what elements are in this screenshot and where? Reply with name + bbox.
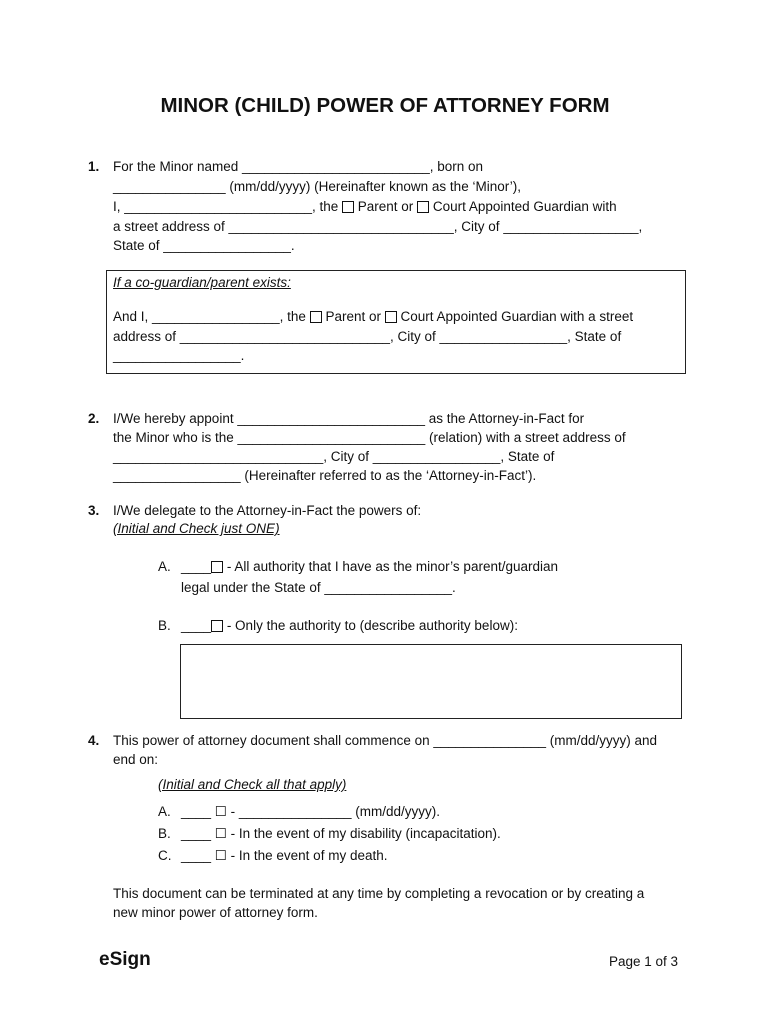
option-b-label: B. — [158, 618, 171, 633]
coguardian-parent-checkbox[interactable] — [310, 311, 322, 323]
termination-note-line2: new minor power of attorney form. — [113, 905, 318, 920]
section1-line2: _______________ (mm/dd/yyyy) (Hereinafter known as the ‘Minor’), — [113, 179, 521, 194]
section1-line3 — [113, 197, 617, 217]
parent-checkbox[interactable] — [342, 201, 354, 213]
coguardian-line1 — [113, 307, 633, 327]
option-a-text: - All authority that I have as the minor’s parent/guardian — [226, 559, 559, 574]
section3-instruction: (Initial and Check just ONE) — [113, 521, 280, 536]
option-b-text: - Only the authority to (describe authority below): — [226, 618, 518, 633]
section1-line5: State of _________________. — [113, 238, 295, 253]
section2-line2: the Minor who is the _________________________ (relation) with a street address of — [113, 430, 626, 445]
section4-instruction: (Initial and Check all that apply) — [158, 777, 347, 792]
parent-label: Parent or — [357, 199, 414, 214]
coguardian-line2: address of ____________________________, City of _________________, State of — [113, 329, 622, 344]
authority-description-box[interactable] — [180, 644, 682, 719]
coguardian-heading: If a co-guardian/parent exists: — [113, 275, 291, 290]
section1-line3-start: I, _________________________, the — [113, 199, 339, 214]
section3-line1: I/We delegate to the Attorney-in-Fact the powers of: — [113, 503, 422, 518]
end-option-a-text: ____ ☐ - _______________ (mm/dd/yyyy). — [181, 804, 441, 819]
section1-line4: a street address of ______________________________, City of __________________, — [113, 219, 643, 234]
section2-line3: ____________________________, City of _________________, State of — [113, 449, 555, 464]
guardian-checkbox[interactable] — [417, 201, 429, 213]
section4-line2: end on: — [113, 752, 159, 767]
option-a-line — [181, 557, 558, 577]
option-b-line — [181, 616, 518, 636]
section1-line1: For the Minor named _________________________, born on — [113, 159, 484, 174]
end-option-c-label: C. — [158, 848, 172, 863]
option-a-label: A. — [158, 559, 171, 574]
coguardian-parent-label: Parent or — [325, 309, 381, 324]
coguardian-guardian-label: Court Appointed Guardian with a street — [400, 309, 634, 324]
end-option-b-label: B. — [158, 826, 171, 841]
option-a-line2: legal under the State of _________________. — [181, 580, 456, 595]
end-option-a-label: A. — [158, 804, 171, 819]
guardian-label: Court Appointed Guardian with — [432, 199, 617, 214]
page-number: Page 1 of 3 — [608, 954, 678, 969]
page-title: MINOR (CHILD) POWER OF ATTORNEY FORM — [160, 94, 610, 117]
section-number-4: 4. — [88, 733, 100, 748]
end-option-b-text: ____ ☐ - In the event of my disability (incapacitation). — [181, 826, 501, 841]
section4-line1: This power of attorney document shall commence on _______________ (mm/dd/yyyy) and — [113, 733, 658, 748]
option-b-initial-blank: ____ — [181, 618, 212, 633]
section-number-2: 2. — [88, 411, 100, 426]
option-a-checkbox[interactable] — [211, 561, 223, 573]
coguardian-guardian-checkbox[interactable] — [385, 311, 397, 323]
termination-note-line1: This document can be terminated at any time by completing a revocation or by creating a — [113, 886, 645, 901]
section-number-3: 3. — [88, 503, 100, 518]
section2-line4: _________________ (Hereinafter referred to as the ‘Attorney-in-Fact’). — [113, 468, 537, 483]
section2-line1: I/We hereby appoint _________________________ as the Attorney-in-Fact for — [113, 411, 585, 426]
option-b-checkbox[interactable] — [211, 620, 223, 632]
section-number-1: 1. — [88, 159, 100, 174]
coguardian-line1-start: And I, _________________, the — [113, 309, 306, 324]
end-option-c-text: ____ ☐ - In the event of my death. — [181, 848, 388, 863]
esign-logo: eSign — [99, 949, 151, 970]
option-a-initial-blank: ____ — [181, 559, 212, 574]
coguardian-line3: _________________. — [113, 348, 245, 363]
